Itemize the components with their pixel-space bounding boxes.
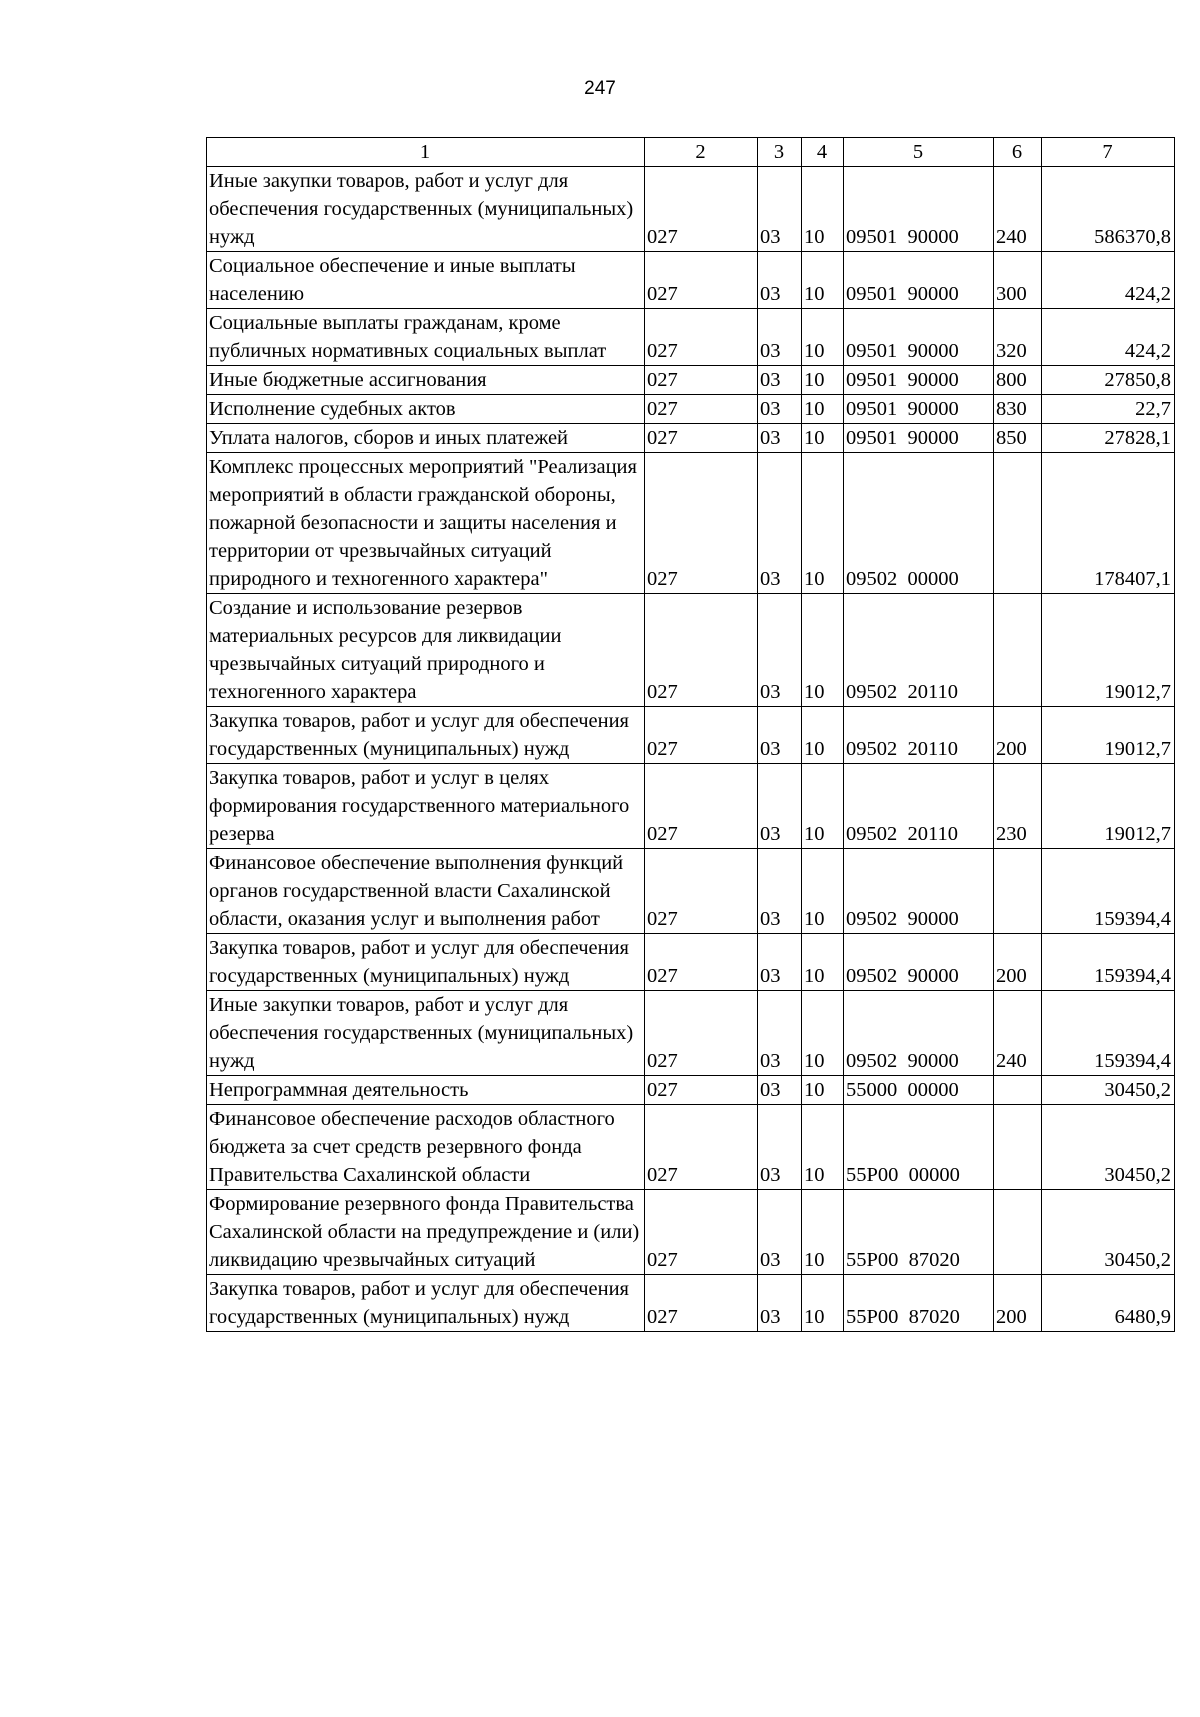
subsection-code-cell: 10 [802,453,844,594]
table-row [207,849,1175,934]
header-cell: 1 [207,138,645,167]
expense-name-cell: Закупка товаров, работ и услуг для обеспечения государственных (муниципальных) нужд [207,1275,645,1332]
table-row [207,366,1175,395]
table-row [207,991,1175,1076]
section-code-cell: 03 [758,453,802,594]
expense-name-cell: Социальные выплаты гражданам, кроме публичных нормативных социальных выплат [207,309,645,366]
table-row [207,707,1175,764]
target-article-code-cell: 09502 90000 [844,991,994,1076]
expense-name-cell: Иные закупки товаров, работ и услуг для обеспечения государственных (муниципальных) нужд [207,167,645,252]
table-row [207,764,1175,849]
subsection-code-cell: 10 [802,1275,844,1332]
expense-name-cell: Иные бюджетные ассигнования [207,366,645,395]
amount-cell: 424,2 [1042,309,1175,366]
grbs-code-cell: 027 [645,849,758,934]
target-article-code-cell: 09501 90000 [844,424,994,453]
target-article-code-cell: 55P00 00000 [844,1105,994,1190]
grbs-code-cell: 027 [645,395,758,424]
amount-cell: 159394,4 [1042,991,1175,1076]
section-code-cell: 03 [758,849,802,934]
amount-cell: 19012,7 [1042,707,1175,764]
section-code-cell: 03 [758,1275,802,1332]
target-article-code-cell: 09502 90000 [844,934,994,991]
table-row [207,1275,1175,1332]
grbs-code-cell: 027 [645,1105,758,1190]
target-article-code-cell: 09501 90000 [844,395,994,424]
expense-name-cell: Иные закупки товаров, работ и услуг для обеспечения государственных (муниципальных) нужд [207,991,645,1076]
expense-name-cell: Уплата налогов, сборов и иных платежей [207,424,645,453]
expense-type-code-cell: 200 [994,1275,1042,1332]
section-code-cell: 03 [758,252,802,309]
subsection-code-cell: 10 [802,707,844,764]
grbs-code-cell: 027 [645,991,758,1076]
header-cell: 2 [645,138,758,167]
amount-cell: 178407,1 [1042,453,1175,594]
section-code-cell: 03 [758,366,802,395]
amount-cell: 30450,2 [1042,1190,1175,1275]
table-row [207,1076,1175,1105]
page-number: 247 [584,78,616,99]
grbs-code-cell: 027 [645,453,758,594]
header-row [207,138,1175,167]
target-article-code-cell: 09502 20110 [844,707,994,764]
table-body [207,167,1175,1332]
subsection-code-cell: 10 [802,764,844,849]
expense-name-cell: Создание и использование резервов материальных ресурсов для ликвидации чрезвычайных ситуаций природного и техногенного характера [207,594,645,707]
subsection-code-cell: 10 [802,594,844,707]
grbs-code-cell: 027 [645,366,758,395]
table-row [207,252,1175,309]
expense-type-code-cell: 200 [994,934,1042,991]
subsection-code-cell: 10 [802,1105,844,1190]
expense-name-cell: Комплекс процессных мероприятий "Реализация мероприятий в области гражданской обороны, пожарной безопасности и защиты населения и территории от чрезвычайных ситуаций природного и техногенного характера" [207,453,645,594]
table-row [207,594,1175,707]
amount-cell: 586370,8 [1042,167,1175,252]
section-code-cell: 03 [758,309,802,366]
grbs-code-cell: 027 [645,1076,758,1105]
amount-cell: 30450,2 [1042,1105,1175,1190]
expense-type-code-cell [994,453,1042,594]
subsection-code-cell: 10 [802,934,844,991]
expense-type-code-cell [994,594,1042,707]
section-code-cell: 03 [758,395,802,424]
expense-type-code-cell [994,1105,1042,1190]
amount-cell: 27850,8 [1042,366,1175,395]
grbs-code-cell: 027 [645,309,758,366]
subsection-code-cell: 10 [802,167,844,252]
table-row [207,395,1175,424]
target-article-code-cell: 09502 20110 [844,764,994,849]
expense-type-code-cell: 240 [994,991,1042,1076]
expense-type-code-cell: 800 [994,366,1042,395]
amount-cell: 159394,4 [1042,849,1175,934]
expense-name-cell: Финансовое обеспечение выполнения функций органов государственной власти Сахалинской области, оказания услуг и выполнения работ [207,849,645,934]
target-article-code-cell: 09501 90000 [844,252,994,309]
table-row [207,453,1175,594]
target-article-code-cell: 09502 20110 [844,594,994,707]
grbs-code-cell: 027 [645,934,758,991]
grbs-code-cell: 027 [645,1275,758,1332]
grbs-code-cell: 027 [645,594,758,707]
section-code-cell: 03 [758,1105,802,1190]
amount-cell: 6480,9 [1042,1275,1175,1332]
target-article-code-cell: 09501 90000 [844,309,994,366]
subsection-code-cell: 10 [802,395,844,424]
grbs-code-cell: 027 [645,424,758,453]
subsection-code-cell: 10 [802,309,844,366]
grbs-code-cell: 027 [645,167,758,252]
expense-type-code-cell: 300 [994,252,1042,309]
section-code-cell: 03 [758,991,802,1076]
subsection-code-cell: 10 [802,424,844,453]
expense-type-code-cell [994,1190,1042,1275]
target-article-code-cell: 55000 00000 [844,1076,994,1105]
target-article-code-cell: 55P00 87020 [844,1275,994,1332]
section-code-cell: 03 [758,764,802,849]
subsection-code-cell: 10 [802,1190,844,1275]
amount-cell: 159394,4 [1042,934,1175,991]
expense-type-code-cell: 200 [994,707,1042,764]
expense-type-code-cell: 230 [994,764,1042,849]
target-article-code-cell: 55P00 87020 [844,1190,994,1275]
header-cell: 5 [844,138,994,167]
section-code-cell: 03 [758,594,802,707]
target-article-code-cell: 09502 00000 [844,453,994,594]
expense-name-cell: Исполнение судебных актов [207,395,645,424]
header-cell: 7 [1042,138,1175,167]
section-code-cell: 03 [758,707,802,764]
expense-name-cell: Непрограммная деятельность [207,1076,645,1105]
table-row [207,1105,1175,1190]
subsection-code-cell: 10 [802,1076,844,1105]
table-row [207,309,1175,366]
grbs-code-cell: 027 [645,764,758,849]
expense-name-cell: Закупка товаров, работ и услуг в целях формирования государственного материального резерва [207,764,645,849]
section-code-cell: 03 [758,934,802,991]
target-article-code-cell: 09501 90000 [844,167,994,252]
section-code-cell: 03 [758,424,802,453]
expense-name-cell: Закупка товаров, работ и услуг для обеспечения государственных (муниципальных) нужд [207,934,645,991]
amount-cell: 19012,7 [1042,764,1175,849]
amount-cell: 19012,7 [1042,594,1175,707]
expense-name-cell: Социальное обеспечение и иные выплаты населению [207,252,645,309]
header-cell: 6 [994,138,1042,167]
budget-table [206,137,1175,1332]
expense-type-code-cell [994,1076,1042,1105]
expense-type-code-cell: 850 [994,424,1042,453]
table-row [207,424,1175,453]
grbs-code-cell: 027 [645,1190,758,1275]
amount-cell: 30450,2 [1042,1076,1175,1105]
expense-type-code-cell: 320 [994,309,1042,366]
expense-name-cell: Закупка товаров, работ и услуг для обеспечения государственных (муниципальных) нужд [207,707,645,764]
subsection-code-cell: 10 [802,252,844,309]
expense-type-code-cell [994,849,1042,934]
section-code-cell: 03 [758,1190,802,1275]
table-row [207,934,1175,991]
header-cell: 3 [758,138,802,167]
amount-cell: 27828,1 [1042,424,1175,453]
expense-name-cell: Формирование резервного фонда Правительства Сахалинской области на предупреждение и (или) ликвидацию чрезвычайных ситуаций [207,1190,645,1275]
section-code-cell: 03 [758,1076,802,1105]
table-row [207,1190,1175,1275]
amount-cell: 22,7 [1042,395,1175,424]
subsection-code-cell: 10 [802,849,844,934]
subsection-code-cell: 10 [802,366,844,395]
table-row [207,167,1175,252]
subsection-code-cell: 10 [802,991,844,1076]
grbs-code-cell: 027 [645,252,758,309]
expense-type-code-cell: 830 [994,395,1042,424]
amount-cell: 424,2 [1042,252,1175,309]
header-cell: 4 [802,138,844,167]
expense-type-code-cell: 240 [994,167,1042,252]
target-article-code-cell: 09502 90000 [844,849,994,934]
section-code-cell: 03 [758,167,802,252]
grbs-code-cell: 027 [645,707,758,764]
expense-name-cell: Финансовое обеспечение расходов областного бюджета за счет средств резервного фонда Правительства Сахалинской области [207,1105,645,1190]
target-article-code-cell: 09501 90000 [844,366,994,395]
